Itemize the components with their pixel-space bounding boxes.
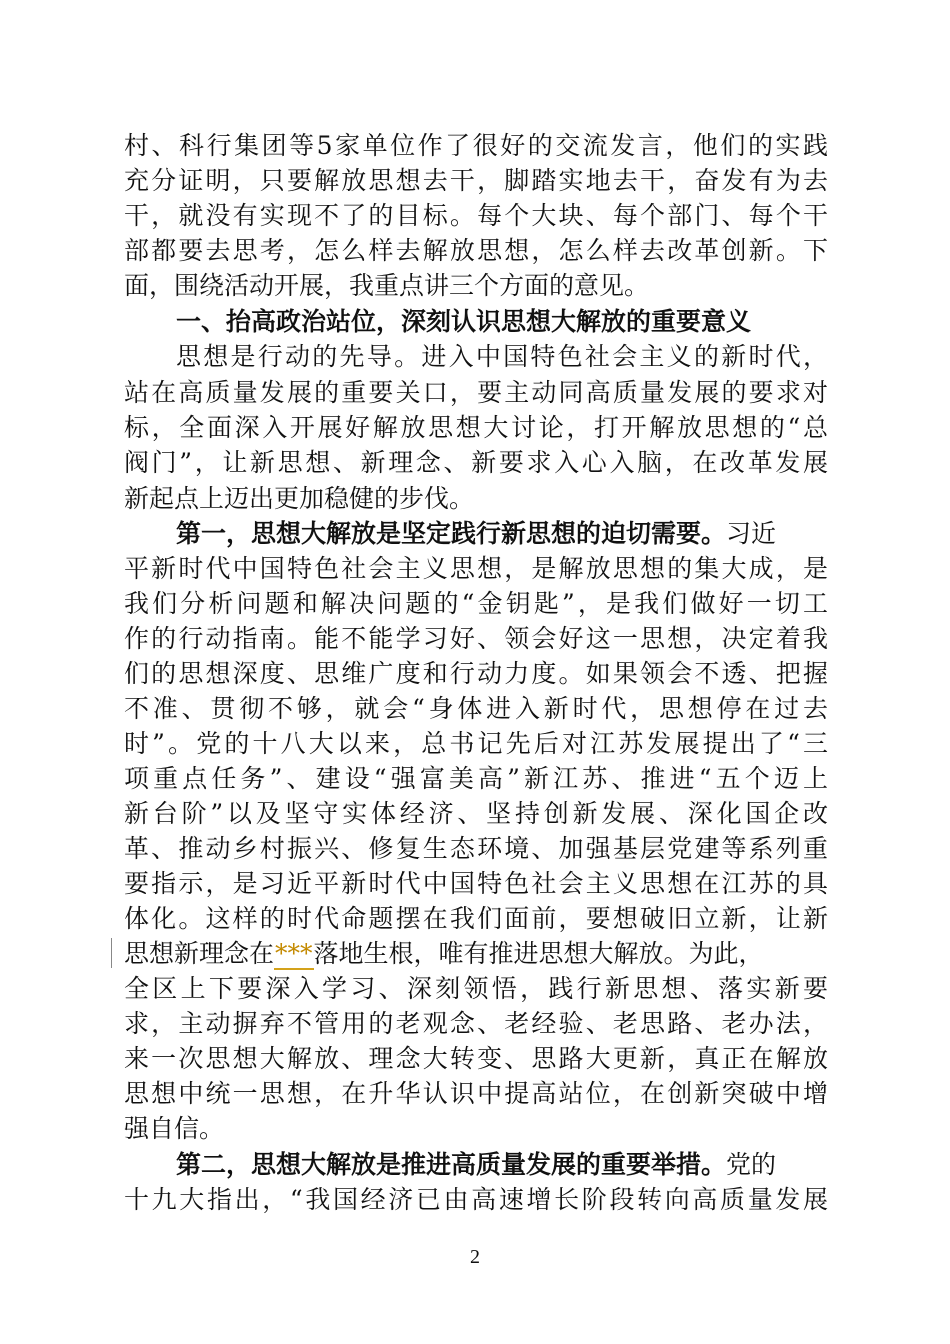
body-text-line: 充分证明，只要解放思想去干，脚踏实地去干，奋发有为去 [124,166,828,195]
body-text-run: 落地生根，唯有推进思想大解放。为此， [313,939,764,968]
body-text-line: 思想中统一思想，在升华认识中提高站位，在创新突破中增 [124,1079,828,1108]
body-text-run: 思想新理念在 [124,939,275,968]
paragraph-first-line [176,1148,828,1182]
body-text-run: 习近 [726,519,777,548]
body-text-line: 强自信。 [124,1114,225,1143]
body-text-line: 来一次思想大解放、理念大转变、思路大更新，真正在解放 [124,1044,828,1073]
paragraph-first-line [176,517,828,551]
body-text-line: 阀门”，让新思想、新理念、新要求入心入脑，在改革发展 [124,448,828,477]
body-text-line: 不准、贯彻不够，就会“身体进入新时代，思想停在过去 [124,694,828,723]
body-text-line [124,937,828,971]
body-text-line: 标，全面深入开展好解放思想大讨论，打开解放思想的“总 [124,413,828,442]
redacted-placeholder: *** [275,939,313,968]
body-text-line: 干，就没有实现不了的目标。每个大块、每个部门、每个干 [124,201,828,230]
body-text-line: 面，围绕活动开展，我重点讲三个方面的意见。 [124,271,650,300]
body-text-line: 站在高质量发展的重要关口，要主动同高质量发展的要求对 [124,378,828,407]
body-text-line: 时”。党的十八大以来，总书记先后对江苏发展提出了“三 [124,729,828,758]
body-text-line: 全区上下要深入学习、深刻领悟，践行新思想、落实新要 [124,974,828,1003]
body-text-line: 新起点上迈出更加稳健的步伐。 [124,484,475,513]
point-heading-second: 第二，思想大解放是推进高质量发展的重要举措。 [176,1150,727,1179]
point-heading-first: 第一，思想大解放是坚定践行新思想的迫切需要。 [176,519,727,548]
page-number: 2 [470,1246,480,1268]
body-text-line: 村、科行集团等5家单位作了很好的交流发言，他们的实践 [124,131,828,160]
body-text-run: 党的 [726,1150,777,1179]
body-text-line: 思想是行动的先导。进入中国特色社会主义的新时代， [176,342,828,371]
body-text-line: 新台阶”以及坚守实体经济、坚持创新发展、深化国企改 [124,799,828,828]
body-text-line: 要指示，是习近平新时代中国特色社会主义思想在江苏的具 [124,869,828,898]
section-heading: 一、抬高政治站位，深刻认识思想大解放的重要意义 [176,307,752,336]
body-text-line: 项重点任务”、建设“强富美高”新江苏、推进“五个迈上 [124,764,828,793]
body-text-line: 平新时代中国特色社会主义思想，是解放思想的集大成，是 [124,554,828,583]
body-text-line: 革、推动乡村振兴、修复生态环境、加强基层党建等系列重 [124,834,828,863]
body-text-line: 部都要去思考，怎么样去解放思想，怎么样去改革创新。下 [124,236,828,265]
body-text-line: 们的思想深度、思维广度和行动力度。如果领会不透、把握 [124,659,828,688]
body-text-line: 求，主动摒弃不管用的老观念、老经验、老思路、老办法， [124,1009,828,1038]
body-text-line: 体化。这样的时代命题摆在我们面前，要想破旧立新，让新 [124,904,828,933]
body-text-line: 我们分析问题和解决问题的“金钥匙”，是我们做好一切工 [124,589,828,618]
body-text-line: 作的行动指南。能不能学习好、领会好这一思想，决定着我 [124,624,828,653]
body-text-line: 十九大指出，“我国经济已由高速增长阶段转向高质量发展 [124,1185,828,1214]
revision-bar [111,938,112,968]
